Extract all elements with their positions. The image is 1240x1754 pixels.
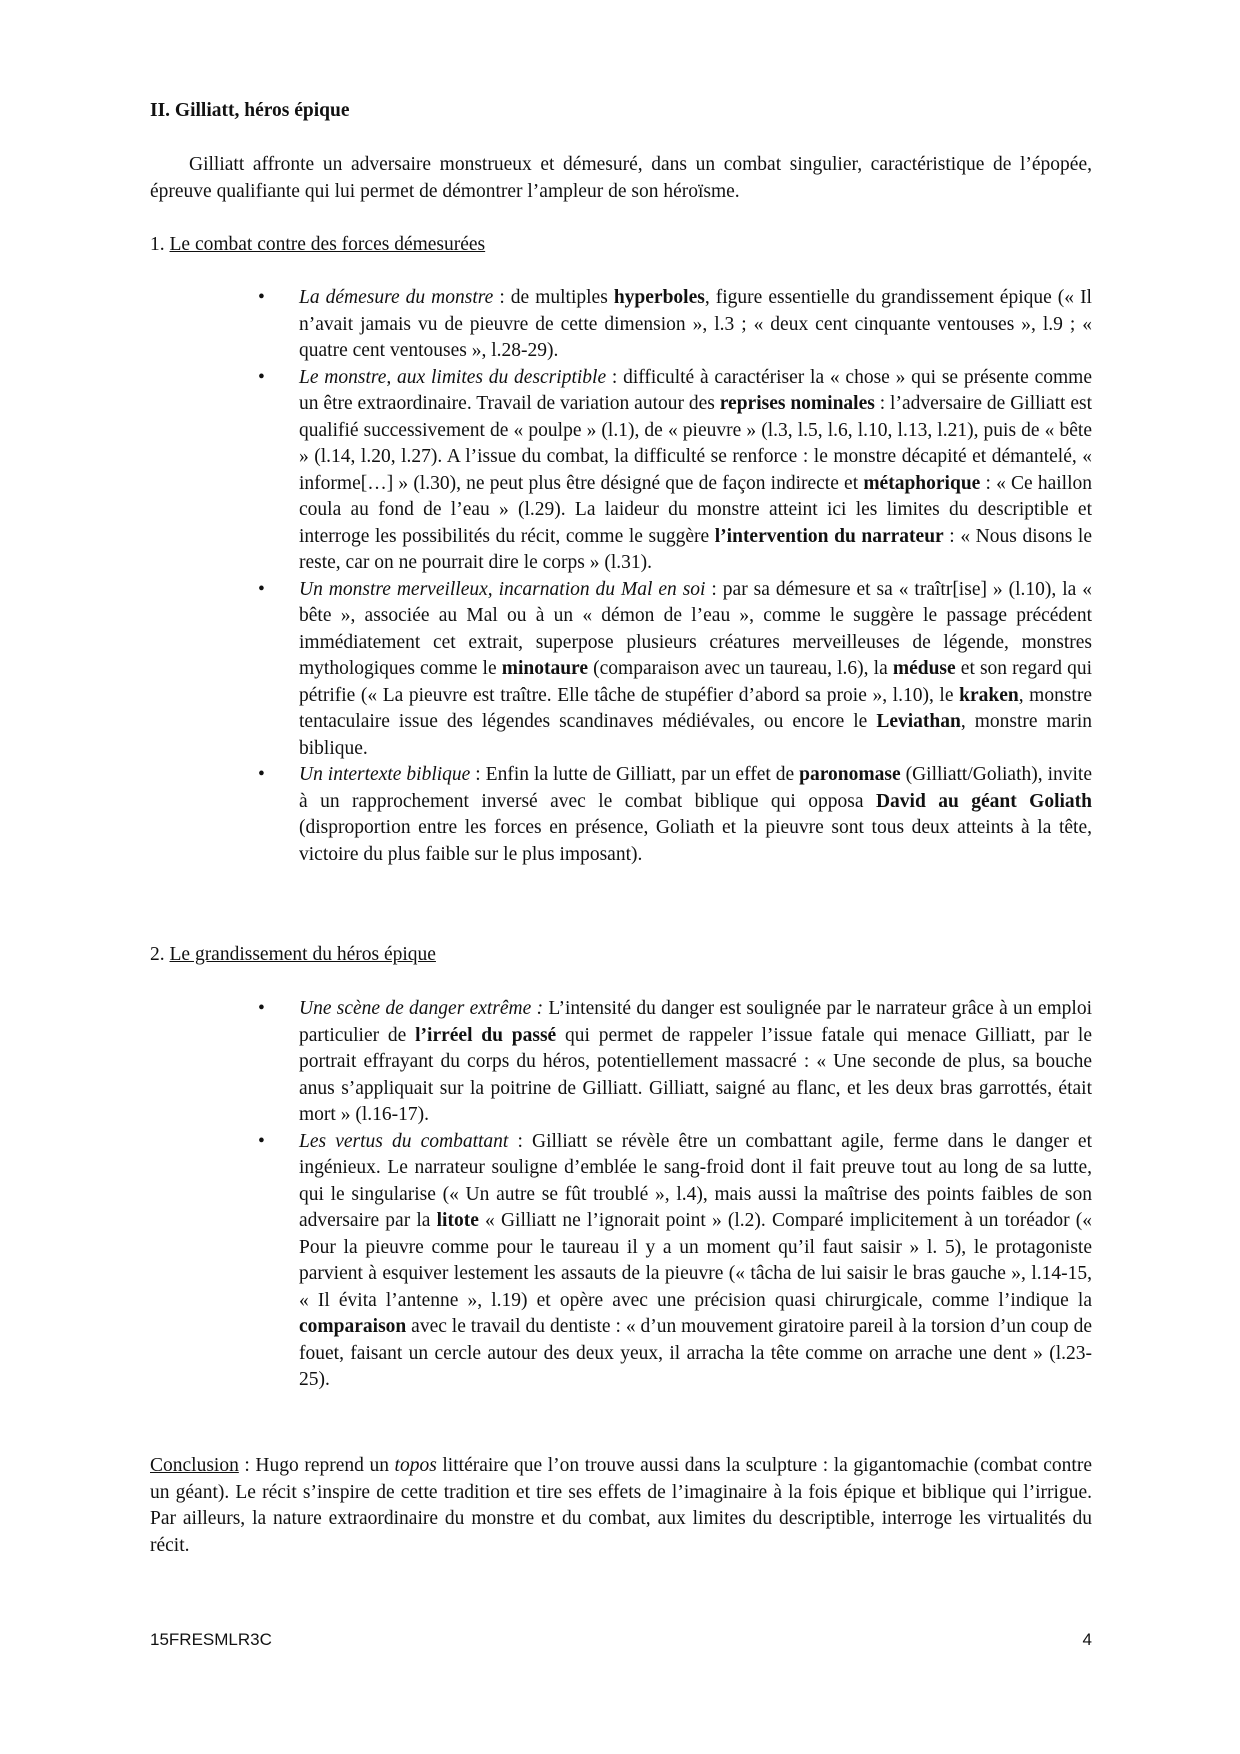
item-bold: kraken xyxy=(959,684,1019,706)
item-bold: Leviathan xyxy=(876,711,961,732)
item-text: (Gilliatt/Goliath), invite à un rapprochement inversé avec le combat biblique qui opposa xyxy=(299,764,1092,812)
subsection-1-list xyxy=(150,285,1092,868)
item-text: avec le travail du dentiste : « d’un mouvement giratoire pareil à la torsion d’un coup de fouet, faisant un cercle autour des deux yeux, il arracha la tête comme on arrache une dent » (l.23-25). xyxy=(299,1316,1092,1390)
item-bold: David au géant Goliath xyxy=(875,790,1092,812)
item-text: : l’adversaire de Gilliatt est qualifié successivement de « poulpe » (l.1), de « pieuvre » (l.3, l.5, l.6, l.10, l.13, l.21), puis de « bête » (l.14, l.20, l.27). A l’issue du combat, la difficulté se renforce : le monstre décapité et démantelé, « informe[…] » (l.30), ne peut plus être désigné que de façon indirecte et xyxy=(299,393,1092,494)
list-item xyxy=(258,762,1092,868)
list-item xyxy=(258,365,1092,577)
bullet-icon: • xyxy=(258,998,265,1019)
bullet-icon: • xyxy=(258,366,265,388)
list-item xyxy=(258,1129,1093,1394)
item-text: et son regard qui pétrifie (« La pieuvre est traître. Elle tâche de stupéfier d’abord sa proie », l.10), le xyxy=(299,658,1092,706)
conclusion-paragraph xyxy=(150,1453,1092,1559)
subsection-2-title-text: Le grandissement du héros épique xyxy=(169,944,436,965)
item-text: : difficulté à caractériser la « chose » qui se présente comme un être extraordinaire. Travail de variation autour des xyxy=(299,366,1092,414)
conclusion-text: littéraire que l’on trouve aussi dans la sculpture : la gigantomachie (combat contre un géant). Le récit s’inspire de cette tradition et tire ses effets de l’imaginaire à la fois épique et biblique qui l’irrigue. Par ailleurs, la nature extraordinaire du monstre et du combat, aux limites du descriptible, interroge les virtualités du récit. xyxy=(150,1455,1092,1556)
item-text: , monstre marin biblique. xyxy=(299,711,1092,759)
item-text: : de multiples xyxy=(493,287,614,308)
subsection-1-title-text: Le combat contre des forces démesurées xyxy=(169,234,486,255)
bullet-icon: • xyxy=(258,1130,265,1152)
item-text: qui permet de rappeler l’issue fatale qui menace Gilliatt, par le portrait effrayant du corps du héros, potentiellement massacré : « Une seconde de plus, sa bouche anus s’appliquait sur la poitrine de Gilliatt. Gilliatt, saigné au flanc, et les deux bras garrottés, était mort » (l.16-17). xyxy=(299,1024,1093,1125)
conclusion-label: Conclusion xyxy=(150,1455,239,1476)
conclusion-italic: topos xyxy=(394,1455,437,1476)
item-text: L’intensité du danger est soulignée par le narrateur grâce à un emploi particulier de xyxy=(299,998,1092,1046)
item-text: (disproportion entre les forces en présence, Goliath et la pieuvre sont tous deux atteints à la tête, victoire du plus faible sur le plus imposant). xyxy=(299,817,1092,865)
document-code: 15FRESMLR3C xyxy=(150,1630,272,1649)
section-heading: II. Gilliatt, héros épique xyxy=(150,100,350,121)
conclusion-text: : Hugo reprend un xyxy=(238,1455,395,1476)
item-italic: Un intertexte biblique xyxy=(299,764,471,785)
item-text: : « Nous disons le reste, car on ne pourrait dire le corps » (l.31). xyxy=(299,525,1092,573)
item-bold: méduse xyxy=(892,658,956,679)
subsection-2-list xyxy=(150,996,1092,1394)
item-italic: Un monstre merveilleux, incarnation du Mal en soi xyxy=(299,578,706,600)
list-item xyxy=(258,577,1092,763)
item-bold: l’intervention du narrateur xyxy=(714,525,944,547)
item-bold: hyperboles xyxy=(613,287,705,308)
list-item xyxy=(258,996,1093,1129)
item-text: : Gilliatt se révèle être un combattant agile, ferme dans le danger et ingénieux. Le narrateur souligne d’emblée le sang-froid dont il fait preuve tout au long de sa lutte, qui le singularise (« Un autre se fût troublé », l.4), mais aussi la maîtrise des points faibles de son adversaire par la xyxy=(299,1130,1093,1231)
item-bold: comparaison xyxy=(299,1316,407,1337)
item-text: : « Ce haillon coula au fond de l’eau » (l.29). La laideur du monstre atteint ici les limites du descriptible et interroge les possibilités du récit, comme le suggère xyxy=(299,472,1092,547)
item-bold: minotaure xyxy=(501,658,589,679)
item-text: « Gilliatt ne l’ignorait point » (l.2). Comparé implicitement à un toréador (« Pour la pieuvre comme pour le taureau il y a un moment qu’il faut saisir » l. 5), le protagoniste parvient à esquiver lestement les assauts de la pieuvre (« tâcha de lui saisir le bras gauche », l.14-15, « Il évita l’antenne », l.19) et opère avec une précision quasi chirurgicale, comme l’indique la xyxy=(299,1210,1092,1311)
item-text: (comparaison avec un taureau, l.6), la xyxy=(588,658,893,679)
item-italic: Une scène de danger extrême : xyxy=(299,998,544,1019)
item-italic: La démesure du monstre xyxy=(299,287,494,308)
item-text: , monstre tentaculaire issue des légendes scandinaves médiévales, ou encore le xyxy=(299,684,1092,732)
intro-paragraph: Gilliatt affronte un adversaire monstrueux et démesuré, dans un combat singulier, caractéristique de l’épopée, épreuve qualifiante qui lui permet de démontrer l’ampleur de son héroïsme. xyxy=(150,154,1092,202)
subsection-2-title xyxy=(150,944,436,966)
item-italic: Le monstre, aux limites du descriptible xyxy=(299,366,607,388)
item-bold: l’irréel du passé xyxy=(415,1024,557,1046)
item-bold: litote xyxy=(436,1210,479,1231)
item-text: : par sa démesure et sa « traîtr[ise] » (l.10), la « bête », associée au Mal ou à un « démon de l’eau », comme le suggère le passage précédent immédiatement cet extrait, superpose plusieurs créatures merveilleuses de légende, monstres mythologiques comme le xyxy=(299,578,1092,679)
item-italic: Les vertus du combattant xyxy=(299,1130,509,1152)
bullet-icon: • xyxy=(258,764,265,785)
subsection-2-number: 2. xyxy=(150,944,170,965)
subsection-1-title xyxy=(150,234,485,256)
item-bold: métaphorique xyxy=(863,472,981,494)
item-bold: reprises nominales xyxy=(719,393,875,414)
item-text: : Enfin la lutte de Gilliatt, par un effet de xyxy=(470,764,800,785)
subsection-1-number: 1. xyxy=(150,234,170,255)
list-item xyxy=(258,285,1092,365)
item-bold: paronomase xyxy=(799,764,901,785)
bullet-icon: • xyxy=(258,578,265,600)
page-number: 4 xyxy=(1082,1630,1092,1649)
item-text: , figure essentielle du grandissement épique (« Il n’avait jamais vu de pieuvre de cette dimension », l.3 ; « deux cent cinquante ventouses », l.9 ; « quatre cent ventouses », l.28-29). xyxy=(299,287,1092,361)
bullet-icon: • xyxy=(258,287,265,308)
